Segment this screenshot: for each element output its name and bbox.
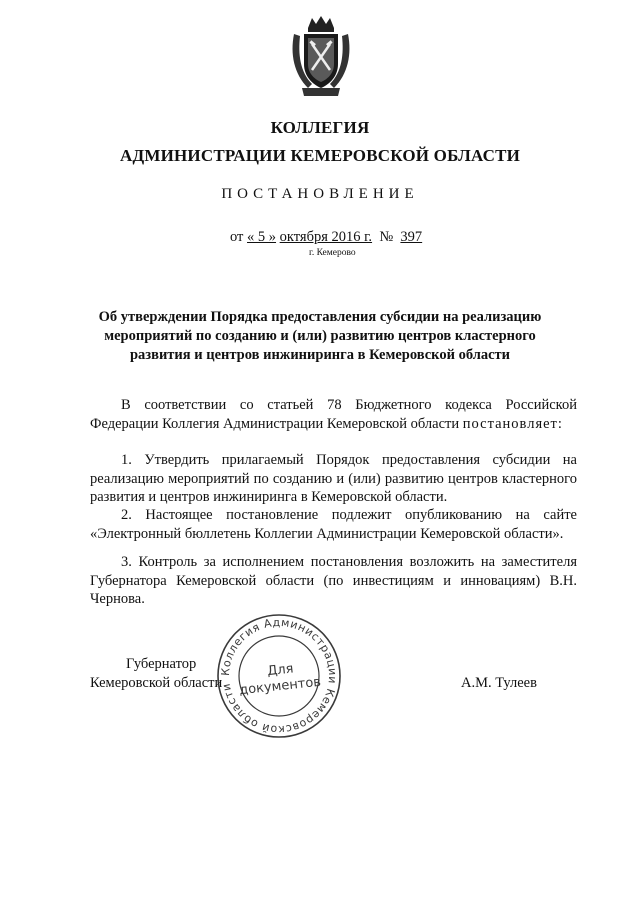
item-3: 3. Контроль за исполнением постановления возложить на заместителя Губернатора Кемеровской области (по инвестициям и инновациям) В.Н. Чернова. (90, 554, 577, 607)
date-month-year: октября 2016 г. (279, 229, 373, 245)
org-name-line1: КОЛЛЕГИЯ (270, 118, 370, 137)
date-prefix: от (230, 229, 244, 245)
stamp-inner-line1: Для (266, 661, 295, 680)
item-1: 1. Утвердить прилагаемый Порядок предоставления субсидии на реализацию мероприятий по созданию и (или) развитию центров кластерного развития и центров инжиниринга в Кемеровской области. (90, 452, 577, 505)
intro-paragraph (90, 396, 577, 433)
signatory-position-line1: Губернатор (126, 656, 197, 672)
intro-decree-word: постановляет: (462, 415, 563, 432)
document-number: 397 (400, 229, 423, 245)
stamp-ring-text: Коллегия Администрации Кемеровской области (218, 615, 340, 737)
intro-text: В соответствии со статьей 78 Бюджетного кодекса Российской Федерации Коллегия Администрации Кемеровской области (90, 397, 577, 432)
document-type: ПОСТАНОВЛЕНИЕ (221, 186, 419, 202)
number-sign: № (379, 229, 394, 245)
signatory-position-line2: Кемеровской области (90, 675, 223, 691)
signatory-name: А.М. Тулеев (461, 675, 537, 691)
date-day: « 5 » (247, 229, 277, 245)
document-title: Об утверждении Порядка предоставления субсидии на реализацию мероприятий по созданию и (или) развитию центров кластерного развития и центров инжиниринга в Кемеровской области (98, 309, 542, 363)
official-stamp (215, 612, 343, 740)
org-name-line2: АДМИНИСТРАЦИИ КЕМЕРОВСКОЙ ОБЛАСТИ (119, 146, 521, 165)
stamp-inner-line2: документов (238, 674, 322, 699)
date-line (230, 229, 422, 246)
coat-of-arms-icon (290, 14, 352, 98)
city-label: г. Кемерово (309, 248, 356, 258)
item-2: 2. Настоящее постановление подлежит опубликованию на сайте «Электронный бюллетень Коллегии Администрации Кемеровской области». (90, 507, 577, 542)
